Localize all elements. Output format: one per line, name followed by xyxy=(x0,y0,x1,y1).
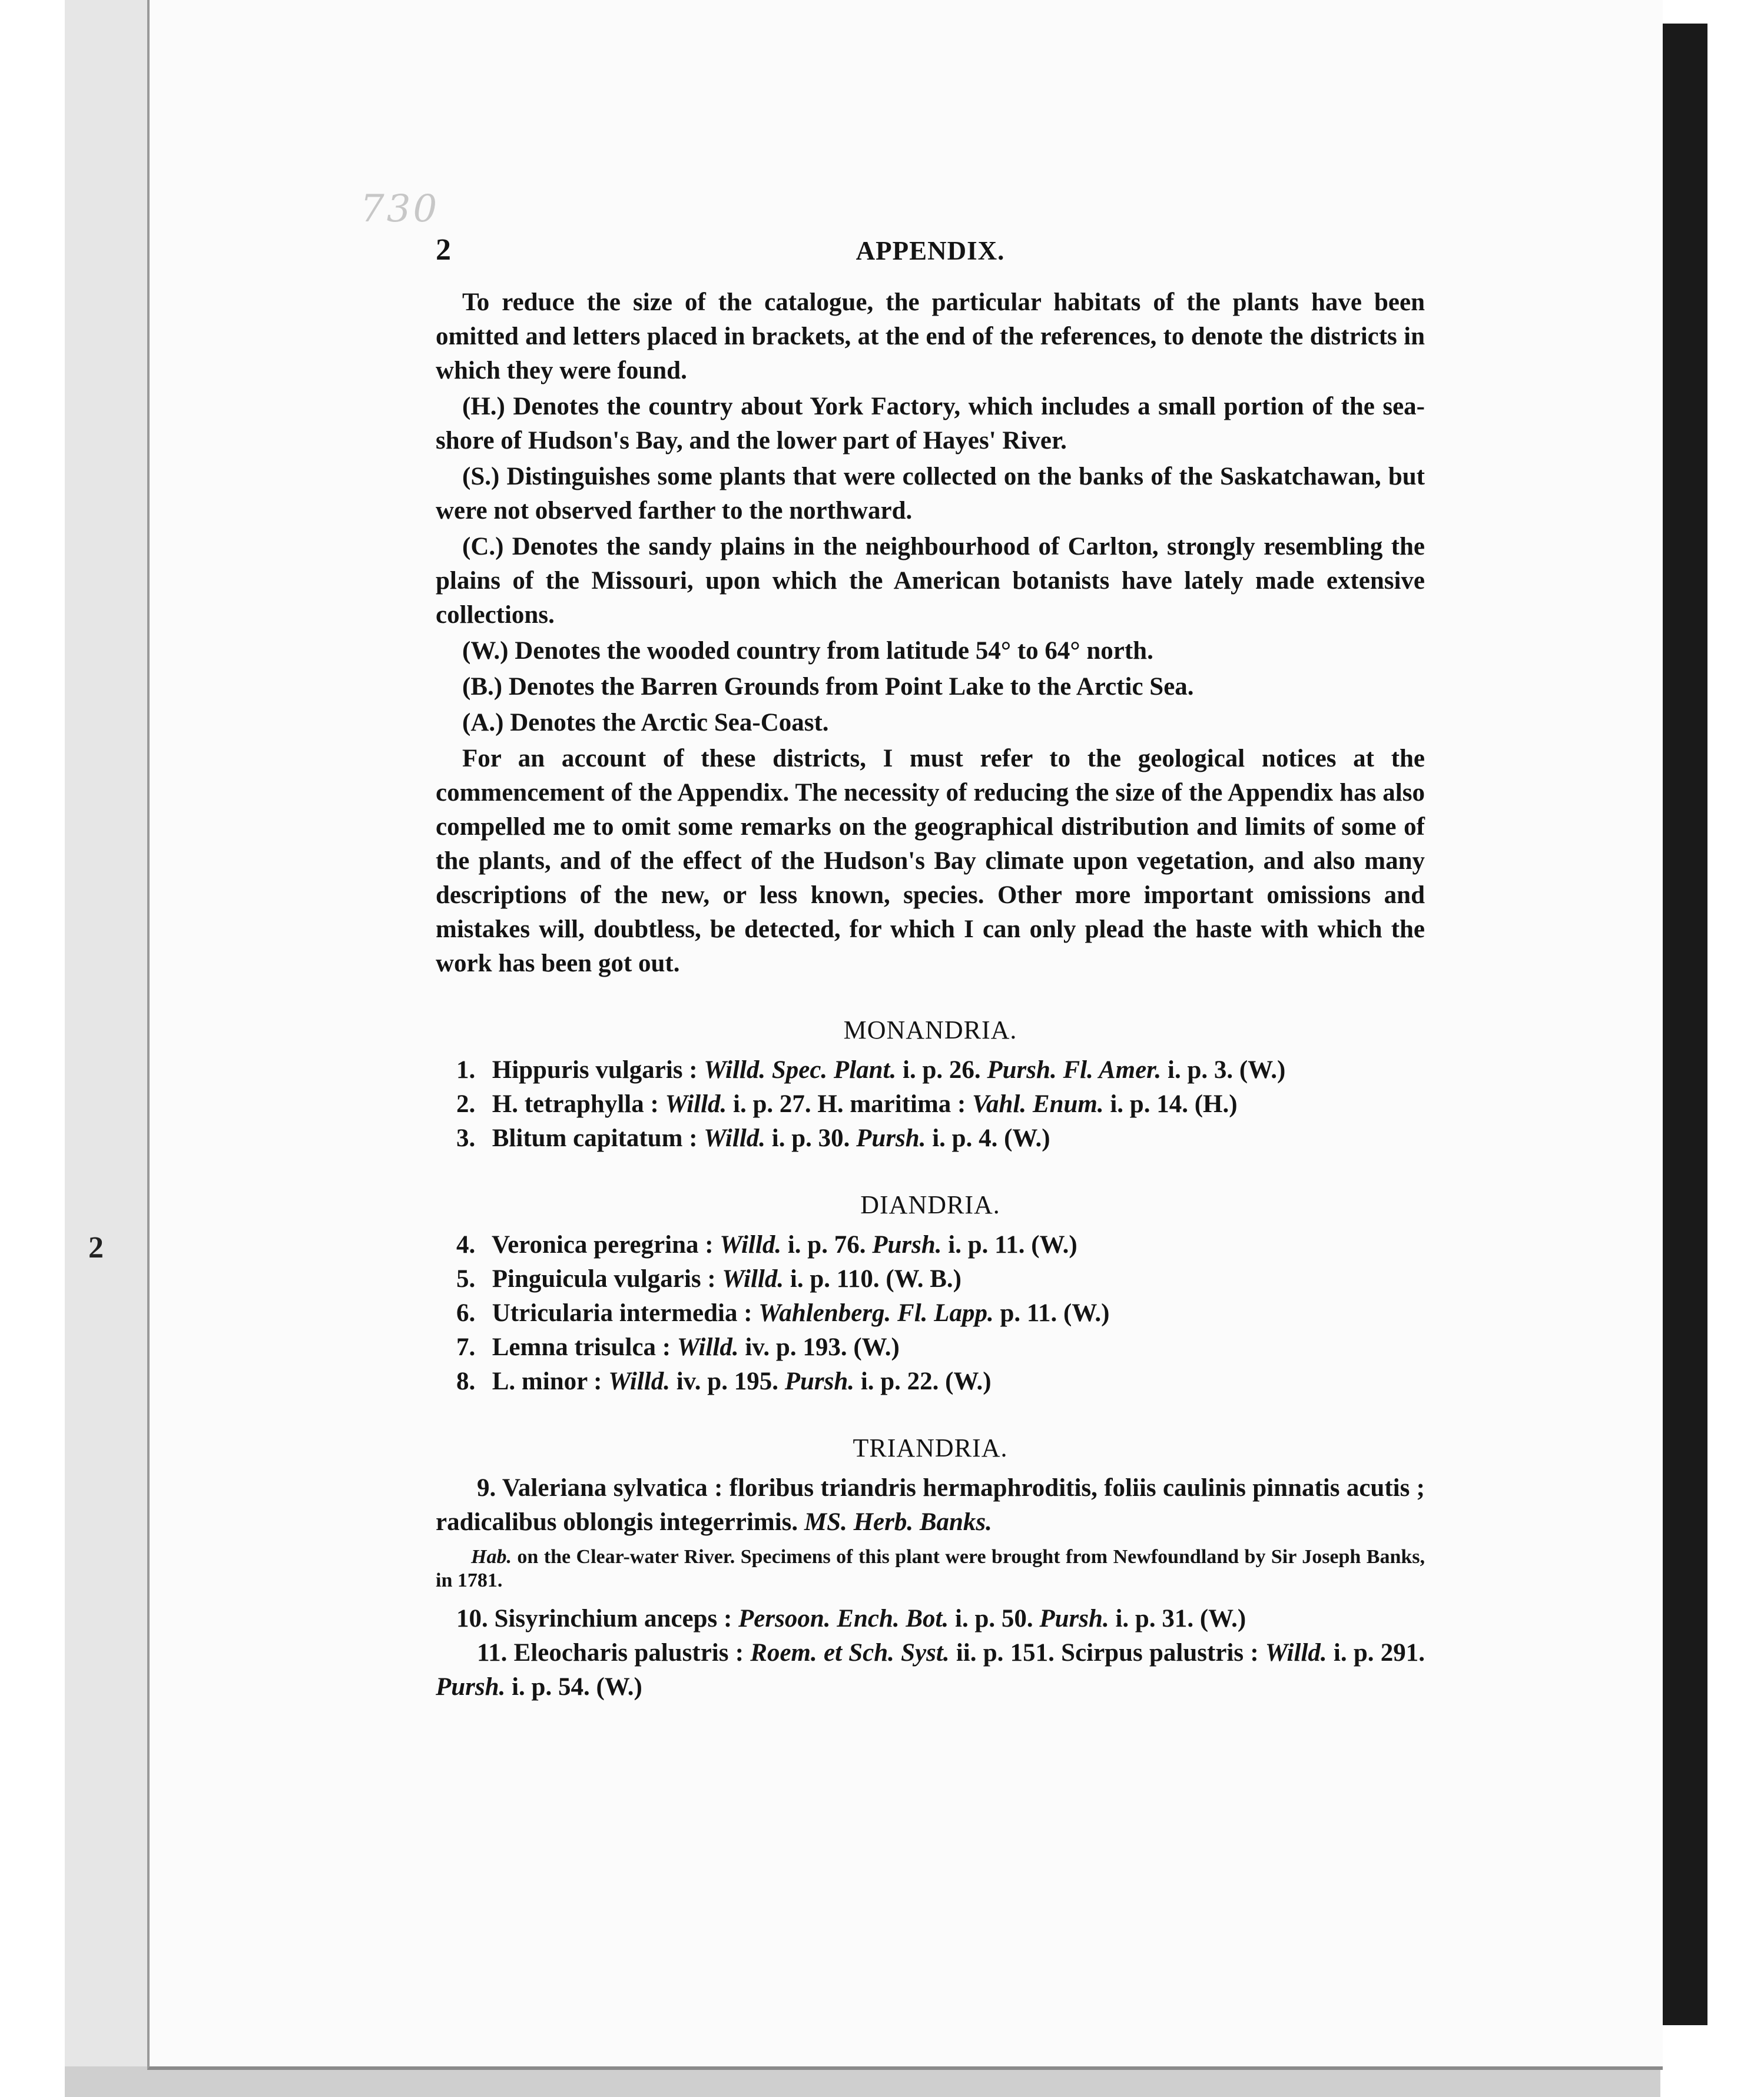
reference: Pursh. Fl. Amer. xyxy=(987,1056,1162,1084)
entry-number: 11. xyxy=(477,1639,508,1667)
page-number: 2 xyxy=(436,233,451,267)
catalogue-entry xyxy=(436,1053,1425,1087)
entry-number: 2. xyxy=(456,1090,476,1118)
reference: Willd. xyxy=(704,1124,766,1152)
reference: MS. Herb. Banks. xyxy=(804,1508,992,1536)
catalogue-entry xyxy=(436,1330,1425,1365)
reference: Pursh. xyxy=(856,1124,926,1152)
reference: Persoon. Ench. Bot. xyxy=(738,1605,949,1633)
pencil-annotation: 730 xyxy=(360,187,440,231)
entry-number: 7. xyxy=(456,1333,476,1361)
species-name: Hippuris vulgaris : xyxy=(492,1056,698,1084)
habitat-label: Hab. xyxy=(471,1546,512,1568)
species-name: Eleocharis palustris : xyxy=(513,1639,744,1667)
species-name: Blitum capitatum : xyxy=(492,1124,698,1152)
entry-number: 5. xyxy=(456,1265,476,1293)
reference: Willd. xyxy=(722,1265,784,1293)
entry-number: 9. xyxy=(477,1474,496,1502)
section-title-monandria: MONANDRIA. xyxy=(843,1016,1017,1044)
district-s: (S.) Distinguishes some plants that were collected on the banks of the Saskatchawan, but were not observed farther to the northward. xyxy=(436,463,1425,525)
reference-page: iv. p. 193. (W.) xyxy=(745,1333,900,1361)
district-b: (B.) Denotes the Barren Grounds from Point Lake to the Arctic Sea. xyxy=(462,673,1194,701)
species-description: Valeriana sylvatica : floribus triandris hermaphroditis, foliis caulinis pinnatis acutis ; radicalibus oblongis integerrimis. xyxy=(436,1474,1425,1536)
reference-page: i. p. 22. (W.) xyxy=(860,1368,992,1395)
reference-page: i. p. 11. (W.) xyxy=(948,1231,1077,1259)
reference-page: i. p. 291. xyxy=(1333,1639,1425,1667)
catalogue-entry xyxy=(436,1296,1425,1330)
reference: Pursh. xyxy=(1039,1605,1109,1633)
reference: Willd. xyxy=(608,1368,670,1395)
reference-page: i. p. 110. (W. B.) xyxy=(790,1265,961,1293)
species-name: Veronica peregrina : xyxy=(491,1231,714,1259)
entry-number: 4. xyxy=(456,1231,476,1259)
running-title: APPENDIX. xyxy=(856,236,1005,266)
closing-paragraph: For an account of these districts, I must refer to the geological notices at the commencement of the Appendix. The necessity of reducing the size of the Appendix has also compelled me to omit some remarks on the geographical distribution and limits of some of the plants, and of the effect of the Hudson's Bay climate upon vegetation, and also many descriptions of the new, or less known, species. Other more important omissions and mistakes will, doubtless, be detected, for which I can only plead the haste with which the work has been got out. xyxy=(436,745,1425,977)
species-name: Lemna trisulca : xyxy=(492,1333,671,1361)
district-h: (H.) Denotes the country about York Factory, which includes a small portion of the sea-shore of Hudson's Bay, and the lower part of Hayes' River. xyxy=(436,393,1425,454)
species-name: Sisyrinchium anceps : xyxy=(494,1605,732,1633)
reference: Willd. xyxy=(1265,1639,1327,1667)
reference: Willd. xyxy=(665,1090,727,1118)
reference-page: i. p. 30. xyxy=(771,1124,850,1152)
reference: Vahl. Enum. xyxy=(972,1090,1104,1118)
margin-mark: 2 xyxy=(88,1231,104,1265)
catalogue-entry xyxy=(436,1087,1425,1122)
entry-number: 10. xyxy=(456,1605,488,1633)
reference: Pursh. xyxy=(436,1673,506,1701)
catalogue-entry xyxy=(436,1365,1425,1399)
district-w: (W.) Denotes the wooded country from latitude 54° to 64° north. xyxy=(462,637,1153,665)
species-name: L. minor : xyxy=(492,1368,602,1395)
reference: Willd. Spec. Plant. xyxy=(704,1056,897,1084)
reference-page: i. p. 50. xyxy=(955,1605,1033,1633)
species-name: H. tetraphylla : xyxy=(492,1090,659,1118)
book-edge-right xyxy=(1660,24,1707,2025)
reference-page: i. p. 27. H. maritima : xyxy=(733,1090,966,1118)
catalogue-entry xyxy=(436,1636,1425,1704)
reference-page: i. p. 4. (W.) xyxy=(932,1124,1050,1152)
catalogue-entry xyxy=(436,1262,1425,1296)
reference-page: i. p. 54. (W.) xyxy=(512,1673,642,1701)
entry-number: 3. xyxy=(456,1124,476,1152)
habitat-text: on the Clear-water River. Specimens of this plant were brought from Newfoundland by Sir Joseph Banks, in 1781. xyxy=(436,1546,1425,1591)
page-header xyxy=(436,233,1425,286)
habitat-note xyxy=(436,1545,1425,1592)
catalogue-entry xyxy=(436,1122,1425,1156)
catalogue-entry xyxy=(436,1602,1425,1636)
reference-page: i. p. 26. xyxy=(903,1056,981,1084)
reference: Roem. et Sch. Syst. xyxy=(750,1639,950,1667)
catalogue-entry xyxy=(436,1228,1425,1262)
intro-paragraph: To reduce the size of the catalogue, the particular habitats of the plants have been omitted and letters placed in brackets, at the end of the references, to denote the districts in which they were found. xyxy=(436,288,1425,384)
species-name: Utricularia intermedia : xyxy=(492,1299,752,1327)
district-a: (A.) Denotes the Arctic Sea-Coast. xyxy=(462,709,829,736)
section-title-diandria: DIANDRIA. xyxy=(860,1190,1000,1219)
entry-number: 6. xyxy=(456,1299,476,1327)
book-edge-bottom xyxy=(65,2066,1660,2097)
catalogue-entry xyxy=(436,1471,1425,1539)
reference-page: i. p. 3. (W.) xyxy=(1168,1056,1286,1084)
reference: Wahlenberg. Fl. Lapp. xyxy=(758,1299,994,1327)
reference: Pursh. xyxy=(784,1368,855,1395)
entry-number: 1. xyxy=(456,1056,476,1084)
reference-page: i. p. 31. (W.) xyxy=(1115,1605,1246,1633)
reference-page: i. p. 14. (H.) xyxy=(1110,1090,1238,1118)
entry-number: 8. xyxy=(456,1368,476,1395)
reference-page: iv. p. 195. xyxy=(676,1368,778,1395)
book-edge-left xyxy=(65,0,147,2097)
district-c: (C.) Denotes the sandy plains in the neighbourhood of Carlton, strongly resembling the plains of the Missouri, upon which the American botanists have lately made extensive collections. xyxy=(436,533,1425,629)
reference: Willd. xyxy=(677,1333,739,1361)
reference: Pursh. xyxy=(872,1231,942,1259)
page-content xyxy=(436,233,1425,1704)
section-title-triandria: TRIANDRIA. xyxy=(853,1434,1008,1462)
reference-page: p. 11. (W.) xyxy=(1000,1299,1110,1327)
reference-page: ii. p. 151. Scirpus palustris : xyxy=(956,1639,1259,1667)
reference-page: i. p. 76. xyxy=(787,1231,866,1259)
species-name: Pinguicula vulgaris : xyxy=(492,1265,716,1293)
reference: Willd. xyxy=(719,1231,782,1259)
